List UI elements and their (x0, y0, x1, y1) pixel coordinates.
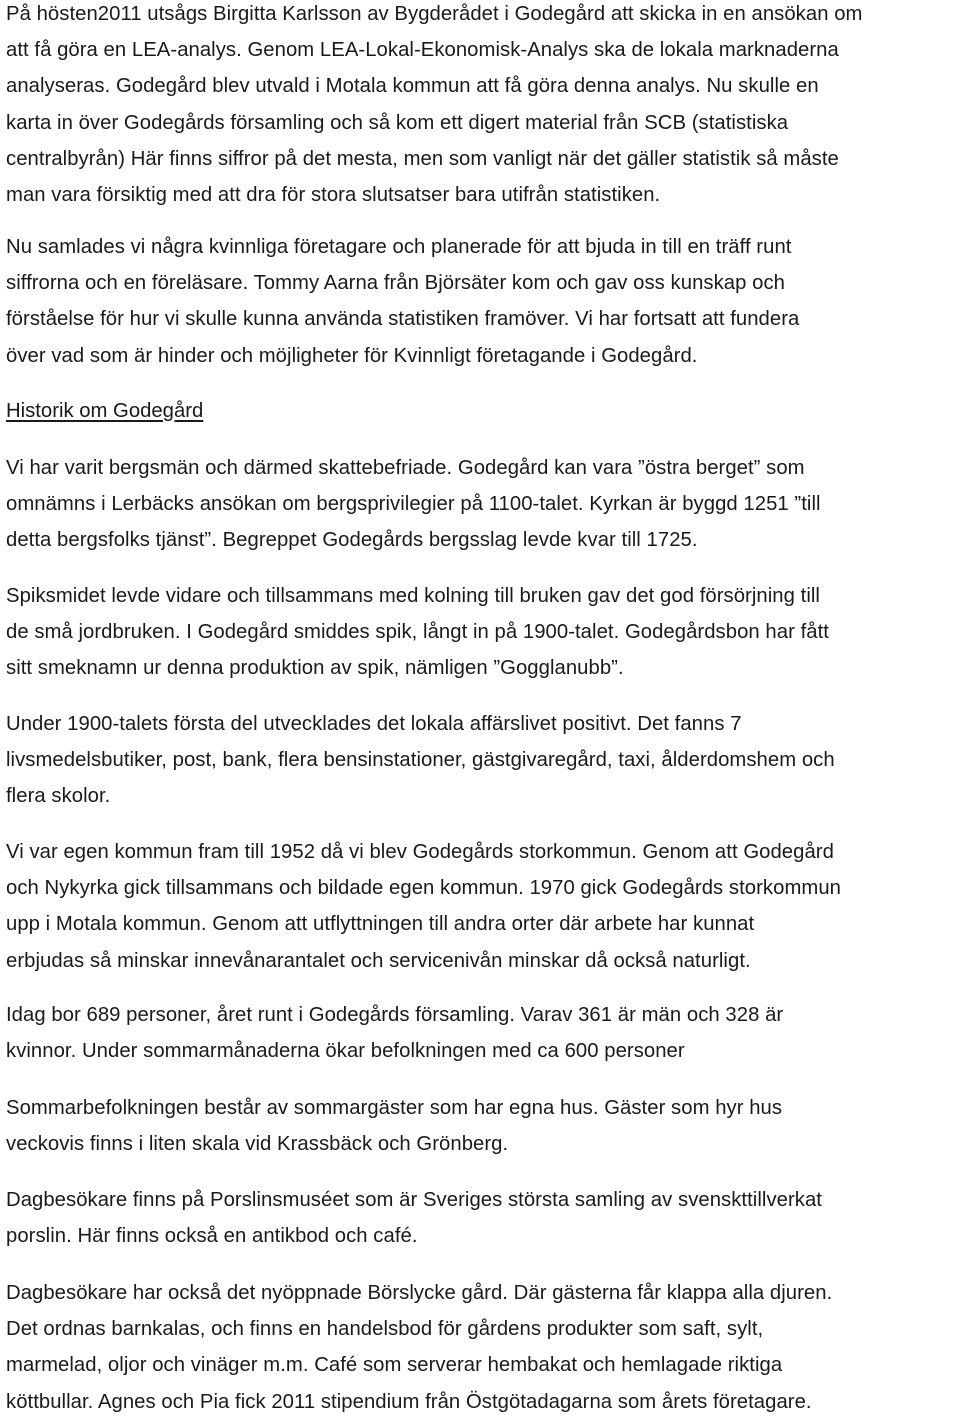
history-paragraph-8: Dagbesökare har också det nyöppnade Börslycke gård. Där gästerna får klappa alla djuren. Det ordnas barnkalas, och finns en handelsbod för gårdens produkter som saft, sylt, marmelad, oljor och vinäger m.m. Café som serverar hembakat och hemlagade riktiga köttbullar. Agnes och Pia fick 2011 stipendium från Östgötadagarna som årets företagare. (6, 1282, 833, 1413)
intro-paragraph-1: På hösten2011 utsågs Birgitta Karlsson av Bygderådet i Godegård att skicka in en ansökan om att få göra en LEA-analys. Genom LEA-Lokal-Ekonomisk-Analys ska de lokala marknaderna analyseras. Godegård blev utvald i Motala kommun att få göra denna analys. Nu skulle en karta in över Godegårds församling och så kom ett digert material från SCB (statistiska centralbyrån) Här finns siffror på det mesta, men som vanligt när det gäller statistik så måste man vara försiktig med att dra för stora slutsatser bara utifrån statistiken. (6, 3, 863, 207)
intro-paragraph-2: Nu samlades vi några kvinnliga företagare och planerade för att bjuda in till en träff runt siffrorna och en föreläsare. Tommy Aarna från Björsäter kom och gav oss kunskap och förståelse för hur vi skulle kunna använda statistiken framöver. Vi har fortsatt att fundera över vad som är hinder och möjligheter för Kvinnligt företagande i Godegård. (6, 236, 800, 367)
history-paragraph-4: Vi var egen kommun fram till 1952 då vi blev Godegårds storkommun. Genom att Godegård och Nykyrka gick tillsammans och bildade egen kommun. 1970 gick Godegårds storkommun upp i Motala kommun. Genom att utflyttningen till andra orter där arbete har kunnat erbjudas så minskar innevånarantalet och servicenivån minskar då också naturligt. (6, 841, 841, 972)
history-paragraph-5: Idag bor 689 personer, året runt i Godegårds församling. Varav 361 är män och 328 är kvinnor. Under sommarmånaderna ökar befolkningen med ca 600 personer (6, 1004, 784, 1063)
history-paragraph-6: Sommarbefolkningen består av sommargäster som har egna hus. Gäster som hyr hus veckovis finns i liten skala vid Krassbäck och Grönberg. (6, 1097, 783, 1156)
history-paragraph-3: Under 1900-talets första del utvecklades det lokala affärslivet positivt. Det fanns 7 livsmedelsbutiker, post, bank, flera bensinstationer, gästgivaregård, taxi, ålderdomshem och flera skolor. (6, 713, 835, 808)
history-paragraph-1: Vi har varit bergsmän och därmed skattebefriade. Godegård kan vara ”östra berget” som omnämns i Lerbäcks ansökan om bergsprivilegier på 1100-talet. Kyrkan är byggd 1251 ”till detta bergsfolks tjänst”. Begreppet Godegårds bergsslag levde kvar till 1725. (6, 457, 821, 552)
section-heading: Historik om Godegård (6, 400, 204, 422)
history-paragraph-2: Spiksmidet levde vidare och tillsammans med kolning till bruken gav det god försörjning till de små jordbruken. I Godegård smiddes spik, långt in på 1900-talet. Godegårdsbon har fått sitt smeknamn ur denna produktion av spik, nämligen ”Gogglanubb”. (6, 585, 829, 680)
history-paragraph-7: Dagbesökare finns på Porslinsmuséet som är Sveriges största samling av svenskttillverkat porslin. Här finns också en antikbod och café. (6, 1189, 822, 1248)
